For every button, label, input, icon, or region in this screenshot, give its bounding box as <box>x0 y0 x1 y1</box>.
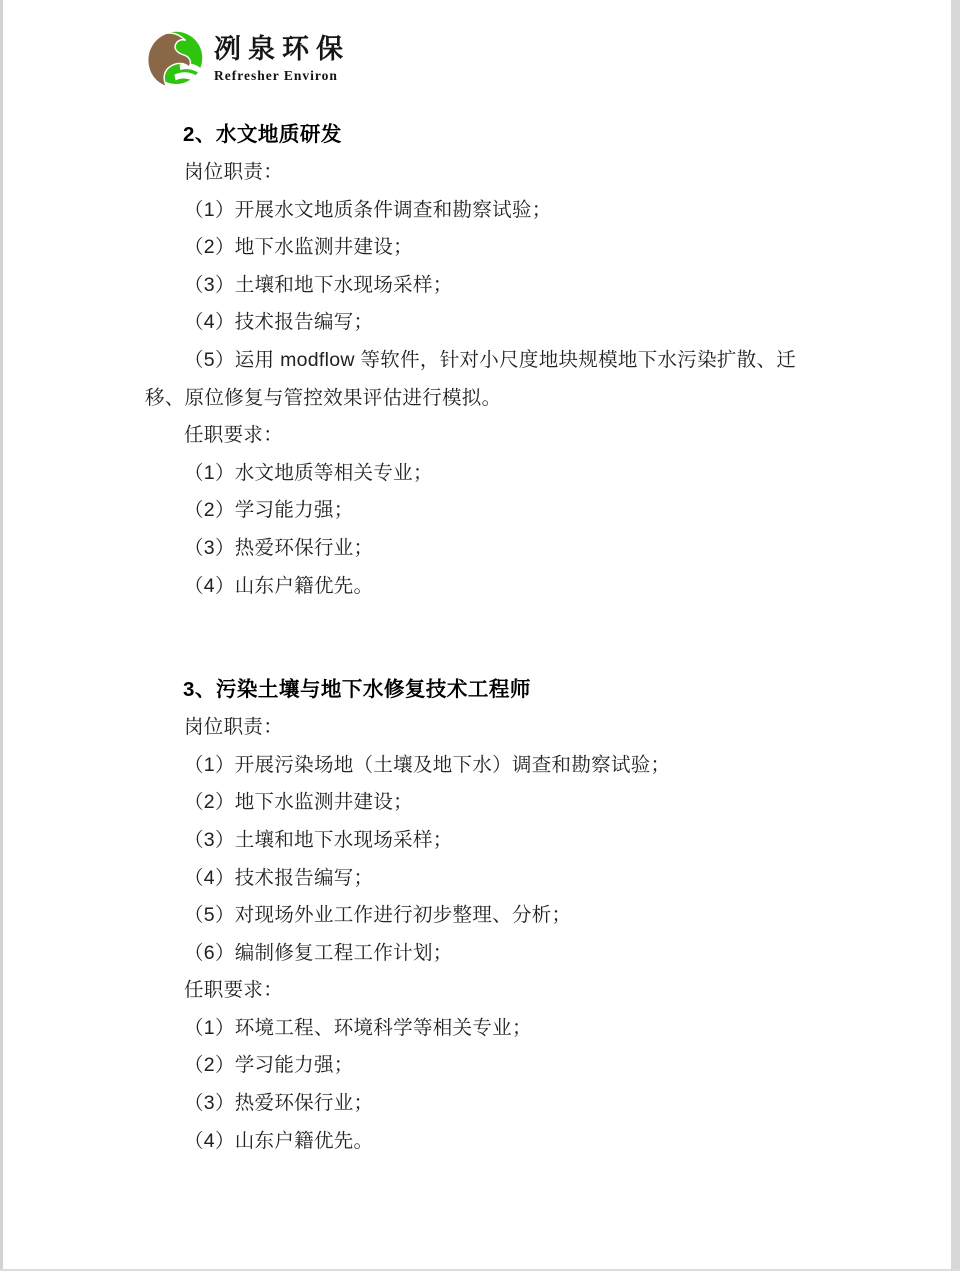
section-heading: 3、污染土壤与地下水修复技术工程师 <box>183 678 531 702</box>
paragraph: （2）学习能力强； <box>184 1054 354 1077</box>
paragraph: （4）山东户籍优先。 <box>184 574 374 597</box>
paragraph: （2）地下水监测井建设； <box>184 791 413 814</box>
paragraph: （6）编制修复工程工作计划； <box>184 941 453 964</box>
company-name-en: Refresher Environ <box>214 68 338 83</box>
paragraph: （4）山东户籍优先。 <box>184 1129 374 1152</box>
section-remediation-engineer <box>145 671 817 1160</box>
section-heading: 2、水文地质研发 <box>183 123 342 146</box>
paragraph: （1）环境工程、环境科学等相关专业； <box>184 1016 532 1039</box>
section-hydrogeology-rnd <box>145 116 817 605</box>
paragraph: （3）热爱环保行业； <box>184 1092 374 1115</box>
job-posting-document <box>145 0 817 1160</box>
paragraph: 岗位职责： <box>184 716 284 739</box>
page-right-edge <box>951 0 960 1271</box>
paragraph: 任职要求： <box>184 424 284 447</box>
paragraph: （5）对现场外业工作进行初步整理、分析； <box>184 904 572 927</box>
paragraph: （5）运用 modflow 等软件，针对小尺度地块规模地下水污染扩散、迁移、原位修复与管控效果评估进行模拟。 <box>145 348 797 409</box>
paragraph: （2）学习能力强； <box>184 499 354 522</box>
paragraph: （4）技术报告编写； <box>184 866 374 889</box>
paragraph: （2）地下水监测井建设； <box>184 236 413 259</box>
paragraph: （1）水文地质等相关专业； <box>184 461 433 484</box>
paragraph: 岗位职责： <box>184 161 284 183</box>
company-name-cn: 冽泉环保 <box>214 34 350 64</box>
paragraph: （3）土壤和地下水现场采样； <box>184 828 453 851</box>
paragraph: 任职要求： <box>184 979 284 1002</box>
paragraph: （3）热爱环保行业； <box>184 536 374 559</box>
paragraph: （3）土壤和地下水现场采样； <box>184 273 453 296</box>
page-left-edge <box>0 0 3 1271</box>
paragraph: （1）开展污染场地（土壤及地下水）调查和勘察试验； <box>184 753 671 776</box>
paragraph: （1）开展水文地质条件调查和勘察试验； <box>184 198 552 221</box>
paragraph: （4）技术报告编写； <box>184 311 374 334</box>
